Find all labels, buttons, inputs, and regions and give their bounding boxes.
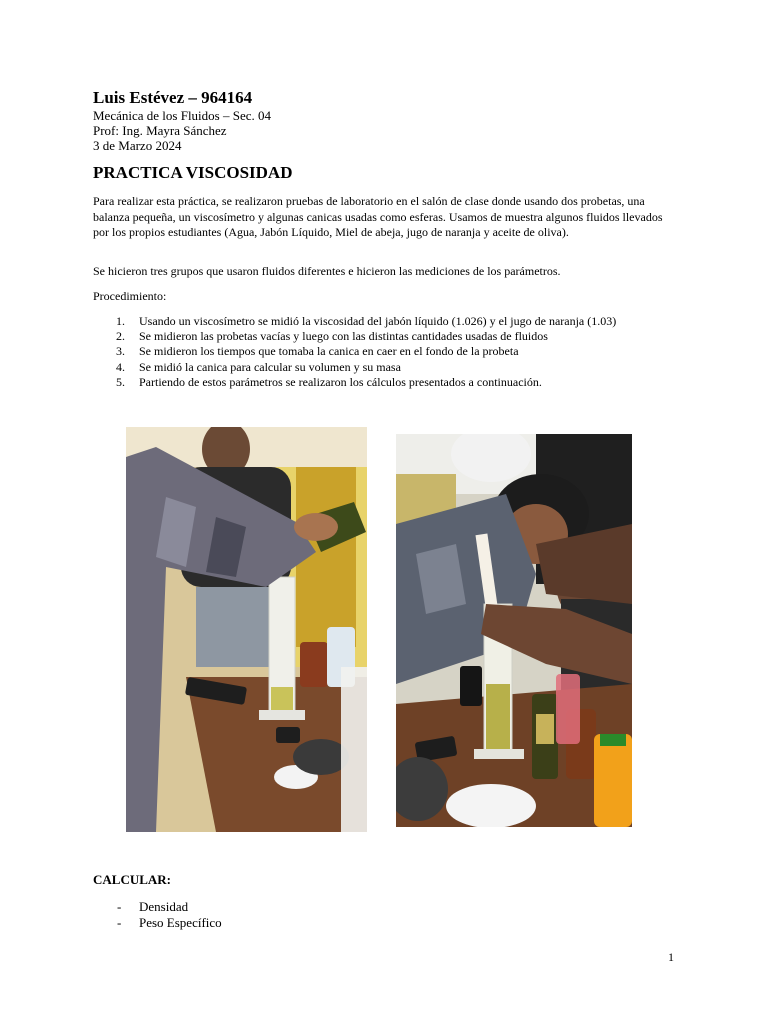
document-header xyxy=(93,88,271,153)
lab-photo-left xyxy=(126,427,367,832)
list-item: 5. Partiendo de estos parámetros se realizaron los cálculos presentados a continuación. xyxy=(116,374,542,389)
course-line: Mecánica de los Fluidos – Sec. 04 xyxy=(93,108,271,123)
author-line: Luis Estévez – 964164 xyxy=(93,88,253,107)
list-item: 3. Se midieron los tiempos que tomaba la canica en caer en el fondo de la probeta xyxy=(116,344,519,359)
date-line: 3 de Marzo 2024 xyxy=(93,138,182,153)
calculate-list xyxy=(93,899,222,931)
professor-line: Prof: Ing. Mayra Sánchez xyxy=(93,123,227,138)
groups-paragraph: Se hicieron tres grupos que usaron fluidos diferentes e hicieron las mediciones de los parámetros. xyxy=(93,264,561,278)
page-number: 1 xyxy=(668,950,674,964)
list-item: 4. Se midió la canica para calcular su volumen y su masa xyxy=(116,359,401,374)
list-item: 2. Se midieron las probetas vacías y luego con las distintas cantidades usadas de fluidos xyxy=(116,329,548,344)
procedure-label: Procedimiento: xyxy=(93,289,167,303)
intro-paragraph: Para realizar esta práctica, se realizaron pruebas de laboratorio en el salón de clase donde usando dos probetas, una balanza pequeña, un viscosímetro y algunas canicas usadas como esferas. Usamos de muestra algunos fluidos llevados por los propios estudiantes (Agua, Jabón Líquido, Miel de abeja, jugo de naranja y aceite de oliva). xyxy=(93,194,663,239)
calculate-heading: CALCULAR: xyxy=(93,872,171,887)
procedure-list xyxy=(93,314,616,390)
lab-photo-right xyxy=(396,434,632,827)
page-title: PRACTICA VISCOSIDAD xyxy=(93,163,293,182)
list-item: 1. Usando un viscosímetro se midió la viscosidad del jabón líquido (1.026) y el jugo de naranja (1.03) xyxy=(116,314,617,328)
list-item: - Peso Específico xyxy=(117,915,222,930)
list-item: - Densidad xyxy=(117,899,189,914)
